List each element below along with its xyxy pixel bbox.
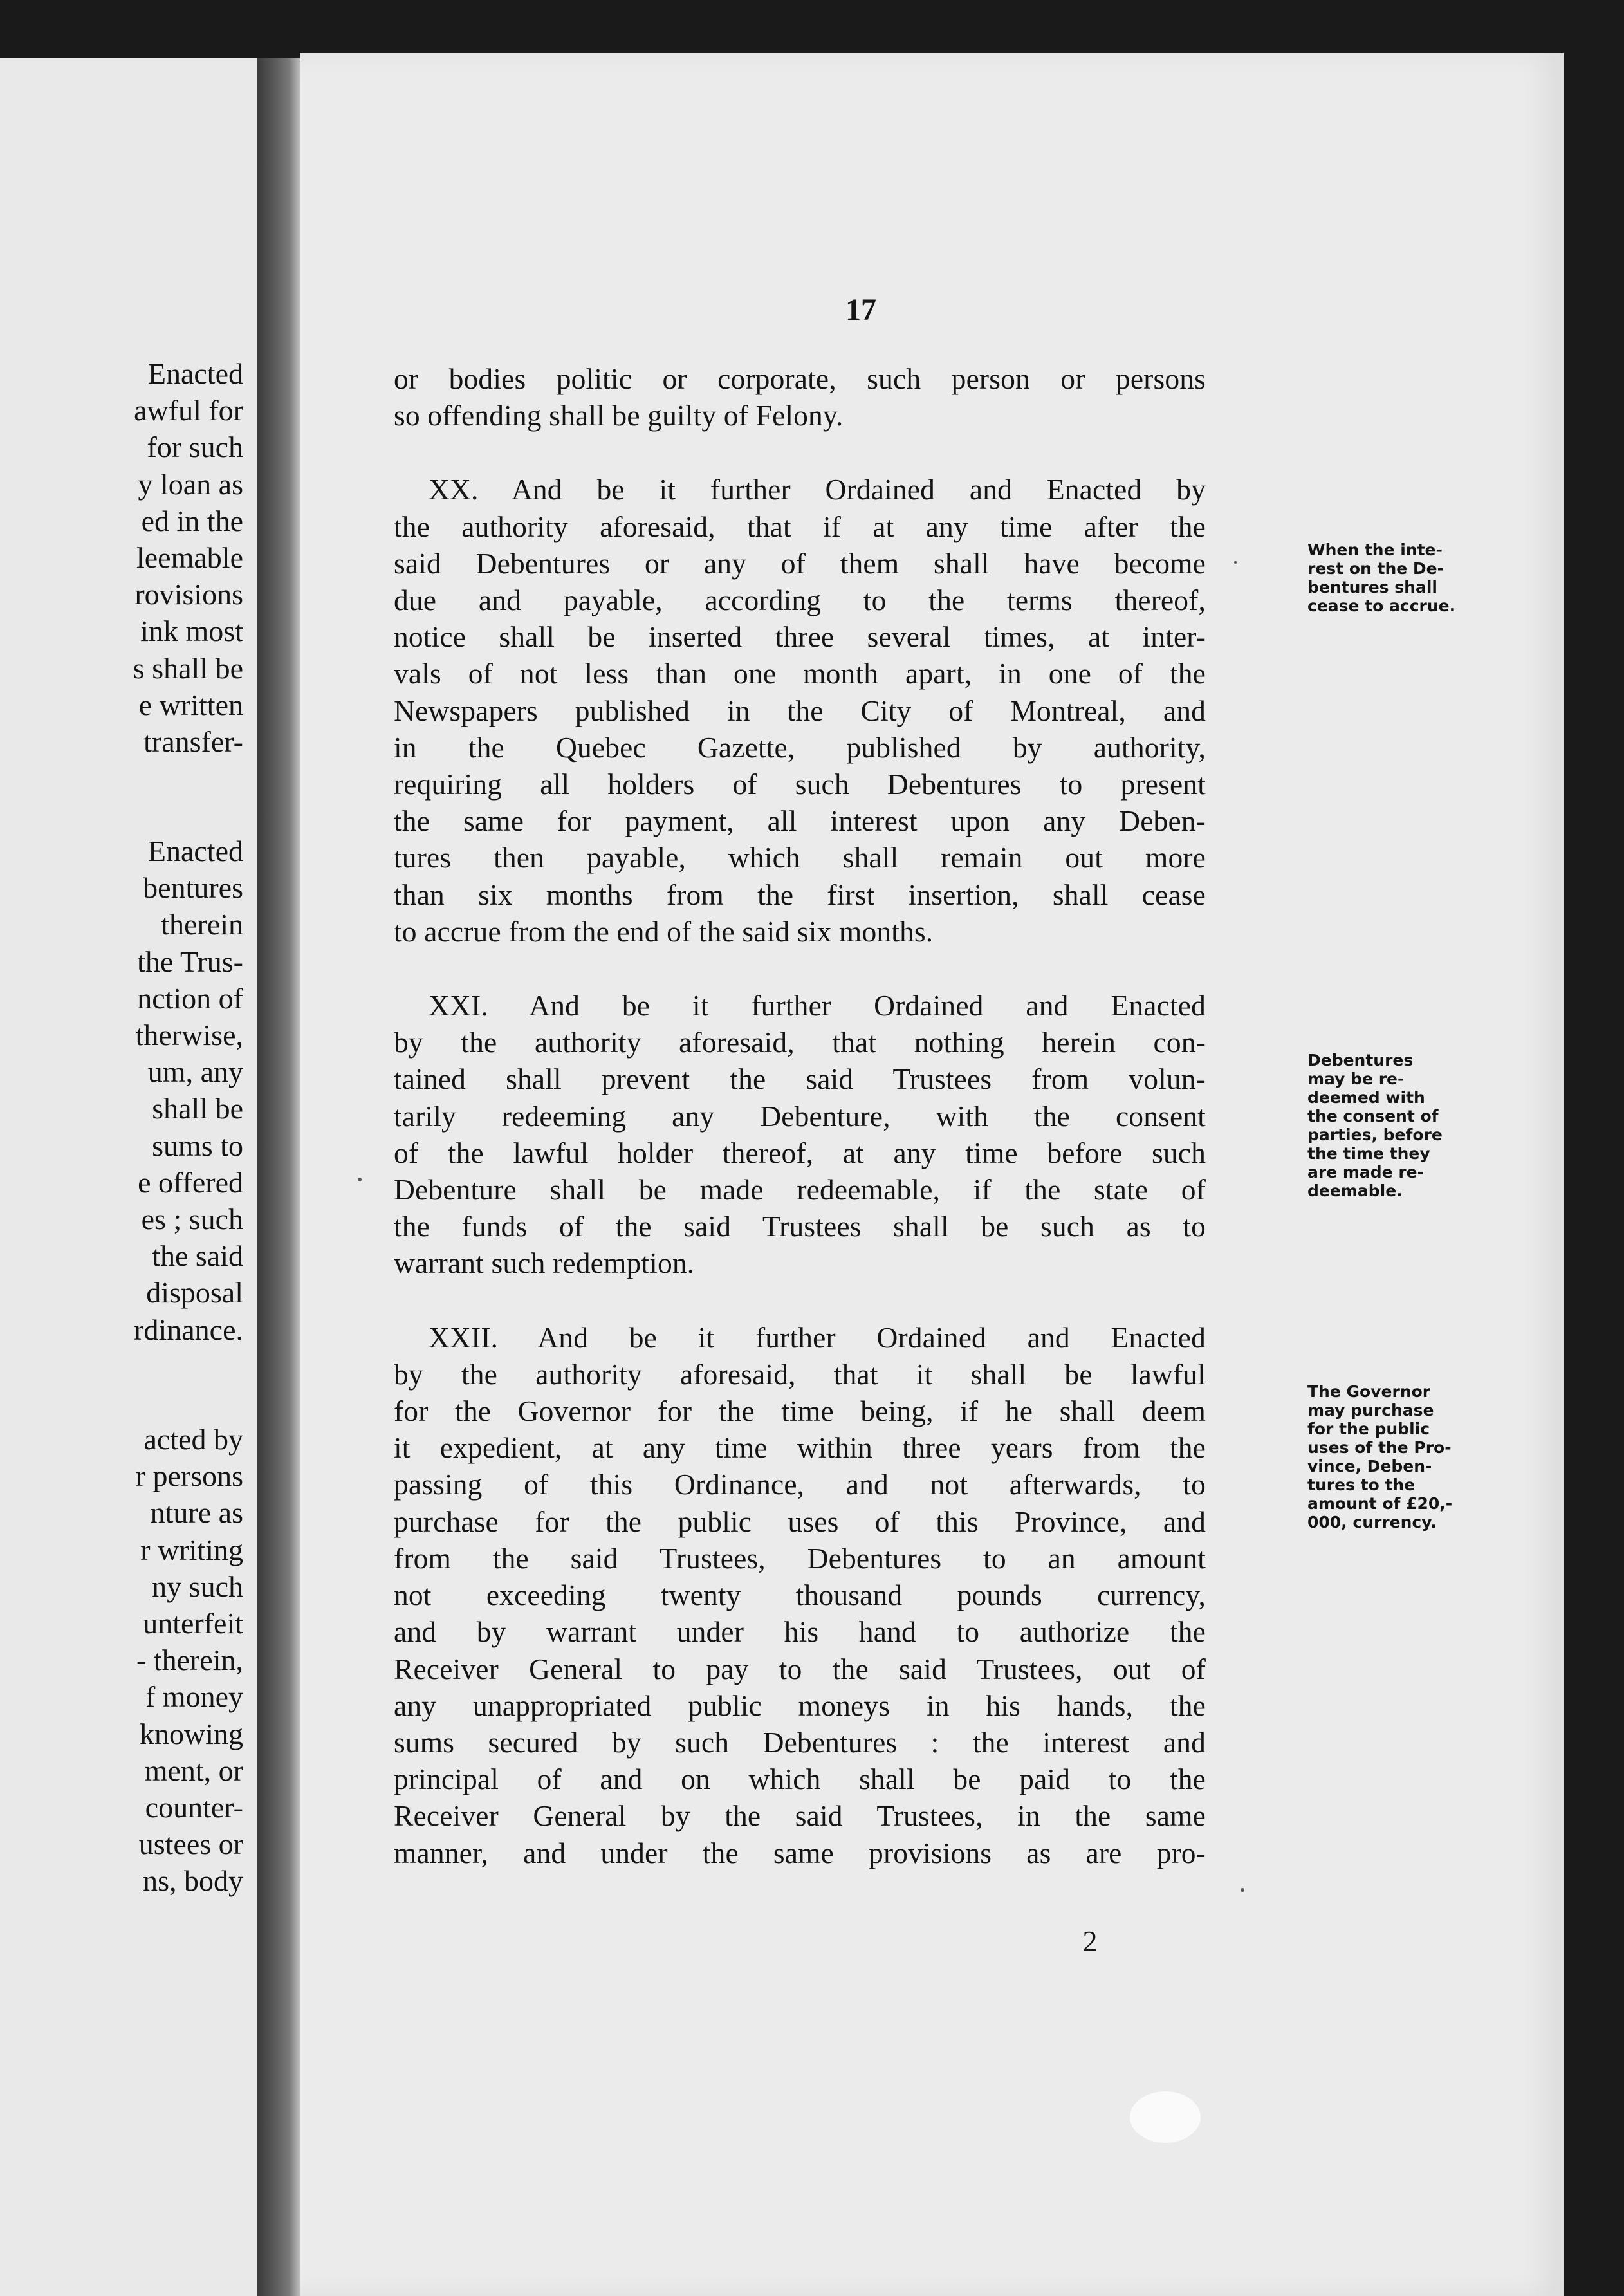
text-line: due and payable, according to the terms thereof, — [394, 584, 1206, 617]
previous-page-fragment — [0, 58, 257, 2296]
text-line: tures then payable, which shall remain out more — [394, 841, 1206, 875]
marginal-note-line: amount of £20,- — [1307, 1494, 1453, 1513]
text-line: Receiver General by the said Trustees, in the same — [394, 1799, 1206, 1833]
signature-mark: 2 — [1082, 1925, 1098, 1958]
marginal-note-line: tures to the — [1307, 1476, 1416, 1494]
text-line: to accrue from the end of the said six months. — [394, 914, 934, 948]
text-line: the funds of the said Trustees shall be such as to — [394, 1210, 1206, 1243]
marginal-note-interest — [1307, 541, 1500, 615]
fragment-line: ink most — [140, 615, 243, 648]
fragment-line: Enacted — [147, 835, 243, 867]
fragment-line: rdinance. — [134, 1313, 243, 1346]
fragment-line: ment, or — [144, 1754, 243, 1787]
marginal-note-line: deemed with — [1307, 1088, 1425, 1107]
document-page — [300, 53, 1564, 2296]
marginal-note-line: the time they — [1307, 1144, 1430, 1163]
marginal-note-line: Debentures — [1307, 1051, 1414, 1069]
section-heading-line: XXI. And be it further Ordained and Enacted — [429, 989, 1206, 1023]
fragment-line: knowing — [140, 1717, 243, 1750]
text-line: Debenture shall be made redeemable, if the state of — [394, 1173, 1206, 1207]
fragment-line: um, any — [147, 1055, 243, 1089]
text-line: manner, and under the same provisions as are pro- — [394, 1836, 1206, 1869]
page-number: 17 — [845, 293, 876, 327]
marginal-note-line: 000, currency. — [1307, 1513, 1437, 1532]
fragment-block-top — [133, 355, 243, 760]
fragment-line: nture as — [150, 1496, 243, 1530]
marginal-note-line: uses of the Pro- — [1307, 1438, 1452, 1457]
fragment-line: awful for — [134, 394, 243, 427]
text-line: for the Governor for the time being, if he shall deem — [394, 1394, 1206, 1428]
fragment-line: transfer- — [143, 725, 243, 759]
fragment-line: the said — [152, 1239, 243, 1273]
fragment-line: sums to — [152, 1129, 243, 1162]
marginal-note-line: deemable. — [1307, 1181, 1403, 1200]
marginal-note-line: parties, before — [1307, 1125, 1443, 1144]
text-line: than six months from the first insertion, shall cease — [394, 878, 1206, 911]
text-line: by the authority aforesaid, that it shall be lawful — [394, 1357, 1206, 1391]
text-line: or bodies politic or corporate, such person or persons — [394, 362, 1206, 395]
text-line: from the said Trustees, Debentures to an amount — [394, 1541, 1206, 1575]
body-text — [394, 360, 1507, 1871]
marginal-note-line: cease to accrue. — [1307, 597, 1456, 615]
text-line: the authority aforesaid, that if at any time after the — [394, 510, 1206, 543]
marginal-note-line: The Governor — [1307, 1382, 1431, 1401]
marginal-note-line: bentures shall — [1307, 578, 1437, 597]
section-heading-line: XX. And be it further Ordained and Enacted by — [429, 473, 1206, 506]
marginal-note-line: may be re- — [1307, 1069, 1405, 1088]
fragment-line: therein — [161, 908, 243, 941]
marginal-note-line: the consent of — [1307, 1107, 1439, 1125]
text-line: sums secured by such Debentures : the interest and — [394, 1725, 1206, 1759]
section-heading-line: XXII. And be it further Ordained and Enacted — [429, 1320, 1206, 1354]
text-line: said Debentures or any of them shall have become — [394, 546, 1206, 580]
fragment-line: r persons — [135, 1459, 243, 1493]
binding-gutter — [257, 58, 300, 2296]
marginal-note-redemption — [1307, 1051, 1500, 1200]
fragment-line: acted by — [143, 1423, 243, 1456]
text-line: requiring all holders of such Debentures to present — [394, 768, 1206, 801]
marginal-note-line: are made re- — [1307, 1163, 1424, 1181]
text-line: vals of not less than one month apart, in one of the — [394, 657, 1206, 690]
fragment-line: f money — [145, 1680, 243, 1714]
fragment-line: ny such — [152, 1569, 243, 1603]
text-line: of the lawful holder thereof, at any time before such — [394, 1136, 1206, 1169]
fragment-line: ustees or — [138, 1828, 243, 1861]
marginal-note-governor — [1307, 1382, 1500, 1532]
marginal-note-line: vince, Deben- — [1307, 1457, 1432, 1476]
fragment-line: - therein, — [136, 1643, 243, 1677]
text-line: principal of and on which shall be paid to the — [394, 1763, 1206, 1796]
fragment-block-bottom — [136, 1421, 243, 1900]
text-line: not exceeding twenty thousand pounds currency, — [394, 1578, 1206, 1612]
fragment-line: therwise, — [135, 1019, 243, 1052]
fragment-line: es ; such — [141, 1203, 243, 1236]
fragment-line: for such — [147, 430, 243, 464]
fragment-line: bentures — [143, 871, 243, 905]
fragment-line: counter- — [145, 1791, 243, 1824]
marginal-note-line: rest on the De- — [1307, 559, 1444, 578]
text-line: Receiver General to pay to the said Trustees, out of — [394, 1652, 1206, 1685]
text-line: the same for payment, all interest upon any Deben- — [394, 804, 1206, 838]
text-line: in the Quebec Gazette, published by authority, — [394, 730, 1206, 764]
marginal-note-line: When the inte- — [1307, 541, 1443, 559]
fragment-block-middle — [134, 833, 243, 1348]
fragment-line: e written — [138, 688, 243, 721]
text-line: Newspapers published in the City of Montreal, and — [394, 694, 1206, 727]
fragment-line: r writing — [140, 1533, 243, 1566]
text-line: tarily redeeming any Debenture, with the consent — [394, 1099, 1206, 1133]
text-line: passing of this Ordinance, and not afterwards, to — [394, 1468, 1206, 1501]
text-line: so offending shall be guilty of Felony. — [394, 399, 844, 432]
text-line: purchase for the public uses of this Province, and — [394, 1504, 1206, 1538]
fragment-line: rovisions — [134, 578, 243, 611]
fragment-line: the Trus- — [137, 945, 243, 978]
fragment-line: shall be — [152, 1092, 243, 1125]
fragment-line: leemable — [136, 541, 243, 575]
paper-blemish — [1130, 2091, 1201, 2143]
fragment-line: e offered — [138, 1165, 243, 1199]
fragment-line: y loan as — [138, 467, 243, 501]
fragment-line: ns, body — [143, 1864, 243, 1898]
text-line: and by warrant under his hand to authorize the — [394, 1615, 1206, 1649]
fragment-line: s shall be — [133, 651, 243, 685]
fragment-line: Enacted — [147, 357, 243, 390]
fragment-line: disposal — [146, 1276, 243, 1310]
text-line: any unappropriated public moneys in his hands, the — [394, 1689, 1206, 1722]
marginal-note-line: for the public — [1307, 1420, 1430, 1438]
text-line: it expedient, at any time within three years from the — [394, 1431, 1206, 1465]
fragment-line: unterfeit — [143, 1607, 243, 1640]
text-line: notice shall be inserted three several times, at inter- — [394, 620, 1206, 654]
fragment-line: ed in the — [141, 504, 243, 537]
marginal-note-line: may purchase — [1307, 1401, 1434, 1420]
text-line: warrant such redemption. — [394, 1246, 695, 1280]
text-line: tained shall prevent the said Trustees from volun- — [394, 1062, 1206, 1096]
fragment-line: nction of — [137, 981, 243, 1015]
text-line: by the authority aforesaid, that nothing herein con- — [394, 1026, 1206, 1059]
